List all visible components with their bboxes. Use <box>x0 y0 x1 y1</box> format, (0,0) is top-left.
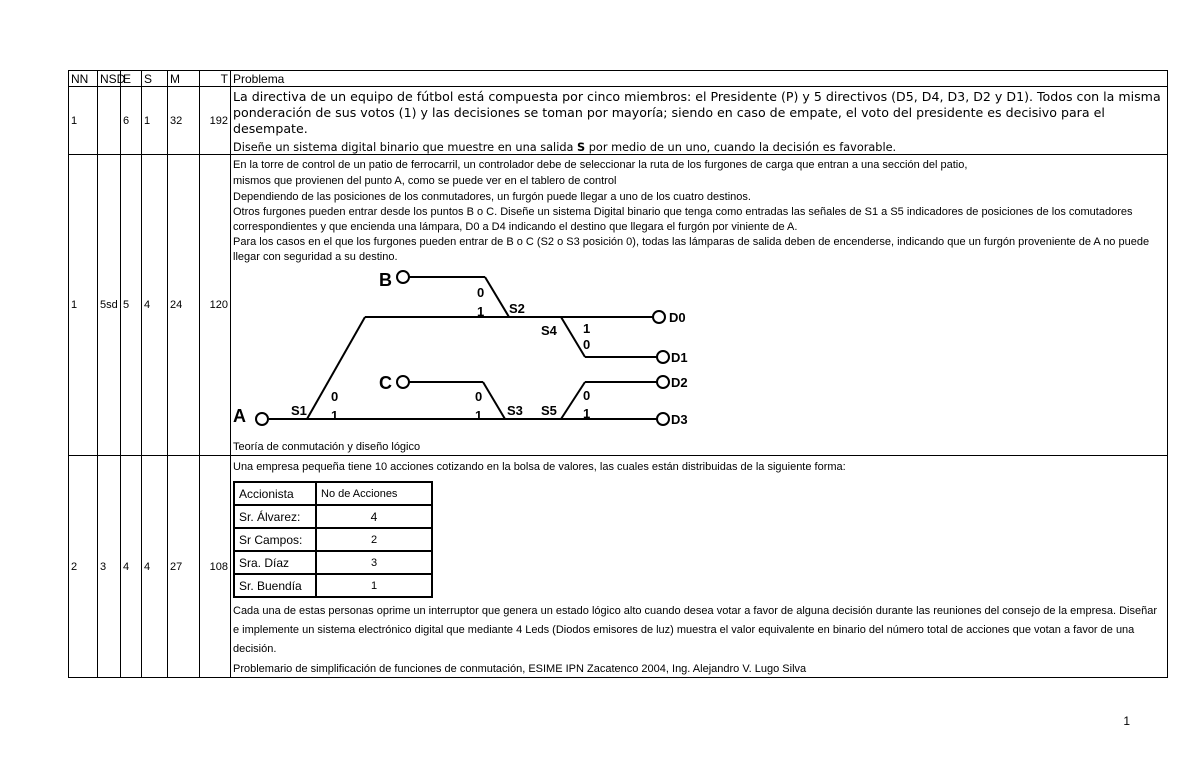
share-count: 3 <box>316 551 432 574</box>
cell-t: 192 <box>200 87 231 155</box>
label-a: A <box>233 406 246 426</box>
cell-nn: 1 <box>69 87 98 155</box>
problem-line: Dependiendo de las posiciones de los conmutadores, un furgón puede llegar a uno de los cuatro destinos. <box>233 191 751 203</box>
share-count: 1 <box>316 574 432 597</box>
share-count: 2 <box>316 528 432 551</box>
cell-e: 4 <box>121 456 142 678</box>
problem-line: mismos que provienen del punto A, como se puede ver en el tablero de control <box>233 175 617 187</box>
cell-m: 24 <box>168 155 200 456</box>
label-s3: S3 <box>507 403 523 418</box>
s1-pos-0: 0 <box>331 389 339 404</box>
track-lines <box>269 277 658 419</box>
cell-s: 4 <box>142 456 168 678</box>
header-s: S <box>142 71 168 87</box>
s5-pos-0: 0 <box>583 388 591 403</box>
label-d1: D1 <box>671 350 688 365</box>
page-number: 1 <box>1123 714 1130 728</box>
shareholder-name: Sra. Díaz <box>234 551 316 574</box>
label-s1: S1 <box>291 403 307 418</box>
instruction-part-1: Diseñe un sistema digital binario que muestre en una salida <box>233 141 578 154</box>
problem-line: Para los casos en el que los furgones pueden entrar de B o C (S2 o S3 posición 0), todas las lámparas de salida deben de encenderse, indicando que un furgón proveniente de A no puede llegar con seguridad a su destino. <box>233 236 1150 263</box>
table-row <box>69 155 1168 456</box>
point-a-terminal <box>256 413 268 425</box>
header-m: M <box>168 71 200 87</box>
shares-row <box>234 528 432 551</box>
cell-e: 5 <box>121 155 142 456</box>
header-nsd: NSD <box>98 71 121 87</box>
shares-row <box>234 505 432 528</box>
shareholder-name: Sr. Buendía <box>234 574 316 597</box>
problem-instruction <box>233 141 1165 154</box>
s3-pos-0: 0 <box>475 389 483 404</box>
table-row <box>69 456 1168 678</box>
s2-pos-0: 0 <box>477 285 485 300</box>
problems-table <box>68 70 1168 678</box>
table-header-row <box>69 71 1168 87</box>
cell-nsd: 5sd <box>98 155 121 456</box>
header-e: E <box>121 71 142 87</box>
problem-intro: Una empresa pequeña tiene 10 acciones cotizando en la bolsa de valores, las cuales están distribuidas de la siguiente forma: <box>233 461 846 473</box>
label-s2: S2 <box>509 301 525 316</box>
cell-nsd: 3 <box>98 456 121 678</box>
cell-nn: 2 <box>69 456 98 678</box>
cell-m: 27 <box>168 456 200 678</box>
cell-e: 6 <box>121 87 142 155</box>
instruction-part-2: por medio de un uno, cuando la decisión es favorable. <box>585 141 897 154</box>
label-d2: D2 <box>671 375 688 390</box>
header-nn: NN <box>69 71 98 87</box>
label-b: B <box>379 270 392 290</box>
cell-problem <box>231 456 1168 678</box>
s2-pos-1: 1 <box>477 304 485 319</box>
s4-pos-0: 0 <box>583 337 591 352</box>
label-s5: S5 <box>541 403 557 418</box>
problem-text: Cada una de estas personas oprime un interruptor que genera un estado lógico alto cuando desea votar a favor de alguna decisión durante las reuniones del consejo de la empresa. Diseñar e implemente un sistema electrónico digital que mediante 4 Leds (Diodos emisores de luz) muestra el valor equivalente en binario del número total de acciones que votan a favor de una decisión. <box>233 605 1157 655</box>
shares-header-holder: Accionista <box>234 482 316 505</box>
s4-pos-1: 1 <box>583 321 591 336</box>
point-c-terminal <box>397 376 409 388</box>
cell-m: 32 <box>168 87 200 155</box>
shares-header-row <box>234 482 432 505</box>
cell-t: 108 <box>200 456 231 678</box>
header-t: T <box>200 71 231 87</box>
shareholder-name: Sr. Álvarez: <box>234 505 316 528</box>
point-b-terminal <box>397 271 409 283</box>
shares-table <box>233 481 433 598</box>
label-s4: S4 <box>541 323 557 338</box>
share-count: 4 <box>316 505 432 528</box>
header-problema: Problema <box>231 71 1168 87</box>
s3-pos-1: 1 <box>475 408 483 423</box>
problem-line: En la torre de control de un patio de ferrocarril, un controlador debe de seleccionar la ruta de los furgones de carga que entran a una sección del patio, <box>233 159 968 171</box>
problem-text: La directiva de un equipo de fútbol está compuesta por cinco miembros: el Presidente (P) y 5 directivos (D5, D4, D3, D2 y D1). Todos con la misma ponderación de sus votos (1) y las decisiones se toman por mayoría; siendo en caso de empate, el voto del presidente es decisivo para el desempate. <box>233 89 1161 136</box>
d1-lamp <box>657 351 669 363</box>
problem-text <box>233 157 1165 265</box>
shares-header-count: No de Acciones <box>316 482 432 505</box>
shares-row <box>234 574 432 597</box>
s1-pos-1: 1 <box>331 408 339 423</box>
rail-yard-diagram <box>233 265 713 437</box>
cell-nsd <box>98 87 121 155</box>
problem-source: Teoría de conmutación y diseño lógico <box>233 441 421 453</box>
d2-lamp <box>657 376 669 388</box>
shareholder-name: Sr Campos: <box>234 528 316 551</box>
d3-lamp <box>657 413 669 425</box>
cell-problem <box>231 87 1168 155</box>
problem-line: Otros furgones pueden entrar desde los puntos B o C. Diseñe un sistema Digital binario que tenga como entradas las señales de S1 a S5 indicadores de posiciones de los comutadores correspondientes y que encienda una lámpara, D0 a D4 indicando el destino que llegara el furgón por viniente de A. <box>233 206 1133 233</box>
cell-nn: 1 <box>69 155 98 456</box>
cell-problem <box>231 155 1168 456</box>
s5-pos-1: 1 <box>583 406 591 421</box>
cell-s: 4 <box>142 155 168 456</box>
cell-s: 1 <box>142 87 168 155</box>
label-d3: D3 <box>671 412 688 427</box>
table-row <box>69 87 1168 155</box>
label-c: C <box>379 373 392 393</box>
cell-t: 120 <box>200 155 231 456</box>
output-s-label: S <box>577 141 586 154</box>
shares-row <box>234 551 432 574</box>
label-d0: D0 <box>669 310 686 325</box>
terminal-circles <box>256 271 669 425</box>
d0-lamp <box>653 311 665 323</box>
problem-source: Problemario de simplificación de funciones de conmutación, ESIME IPN Zacatenco 2004, Ing. Alejandro V. Lugo Silva <box>233 663 807 675</box>
